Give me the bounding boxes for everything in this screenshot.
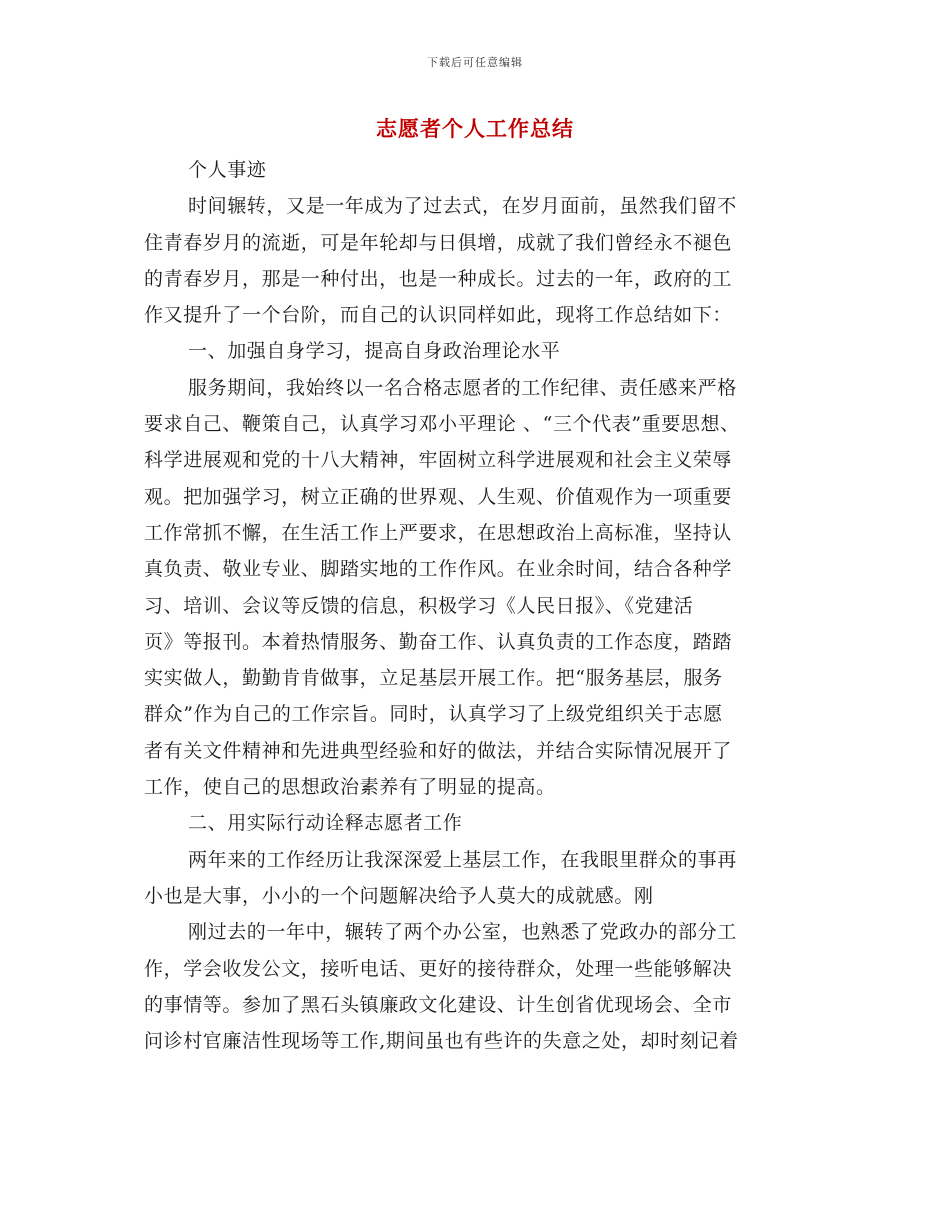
text-line: 个人事迹	[188, 159, 267, 181]
text-line: 科学进展观和党的十八大精神，牢固树立科学进展观和社会主义荣辱	[144, 449, 733, 472]
text-line: 作，学会收发公文，接听电话、更好的接待群众，处理一些能够解决	[144, 957, 733, 980]
text-line: 问诊村官廉洁性现场等工作,期间虽也有些许的失意之处，却时刻记着	[144, 1030, 739, 1053]
text-line: 刚过去的一年中，辗转了两个办公室，也熟悉了党政办的部分工	[188, 921, 737, 944]
document-title: 志愿者个人工作总结	[376, 117, 574, 141]
text-line: 的事情等。参加了黑石头镇廉政文化建设、计生创省优现场会、全市	[144, 993, 733, 1016]
text-line: 要求自己、鞭策自己，认真学习邓小平理论 、“三个代表”重要思想、	[144, 413, 740, 436]
page-header: 下载后可任意编辑	[427, 56, 523, 69]
text-line: 时间辗转，又是一年成为了过去式，在岁月面前，虽然我们留不	[188, 195, 737, 218]
text-line: 一、加强自身学习，提高自身政治理论水平	[188, 340, 561, 363]
text-line: 群众”作为自己的工作宗旨。同时，认真学习了上级党组织关于志愿	[144, 703, 723, 726]
text-line: 页》等报刊。本着热情服务、勤奋工作、认真负责的工作态度，踏踏	[144, 630, 733, 653]
text-line: 习、培训、会议等反馈的信息，积极学习《人民日报》、《党建活	[144, 594, 694, 617]
text-line: 二、用实际行动诠释志愿者工作	[188, 812, 463, 835]
text-line: 服务期间，我始终以一名合格志愿者的工作纪律、责任感来严格	[188, 376, 737, 399]
text-line: 工作常抓不懈，在生活工作上严要求，在思想政治上高标准，坚持认	[144, 521, 733, 544]
text-line: 者有关文件精神和先进典型经验和好的做法，并结合实际情况展开了	[144, 739, 733, 762]
text-line: 实实做人，勤勤肯肯做事，立足基层开展工作。把“服务基层，服务	[144, 667, 723, 690]
text-line: 两年来的工作经历让我深深爱上基层工作，在我眼里群众的事再	[188, 848, 737, 871]
text-line: 真负责、敬业专业、脚踏实地的工作作风。在业余时间，结合各种学	[144, 558, 733, 581]
text-line: 的青春岁月，那是一种付出，也是一种成长。过去的一年，政府的工	[144, 267, 733, 290]
document-body	[144, 152, 824, 1059]
text-line: 小也是大事，小小的一个问题解决给予人莫大的成就感。刚	[144, 884, 654, 907]
text-line: 作又提升了一个台阶，而自己的认识同样如此，现将工作总结如下：	[144, 304, 733, 327]
text-line: 观。把加强学习，树立正确的世界观、人生观、价值观作为一项重要	[144, 485, 733, 508]
text-line: 工作，使自己的思想政治素养有了明显的提高。	[144, 776, 556, 799]
text-line: 住青春岁月的流逝，可是年轮却与日俱增，成就了我们曾经永不褪色	[144, 231, 733, 254]
